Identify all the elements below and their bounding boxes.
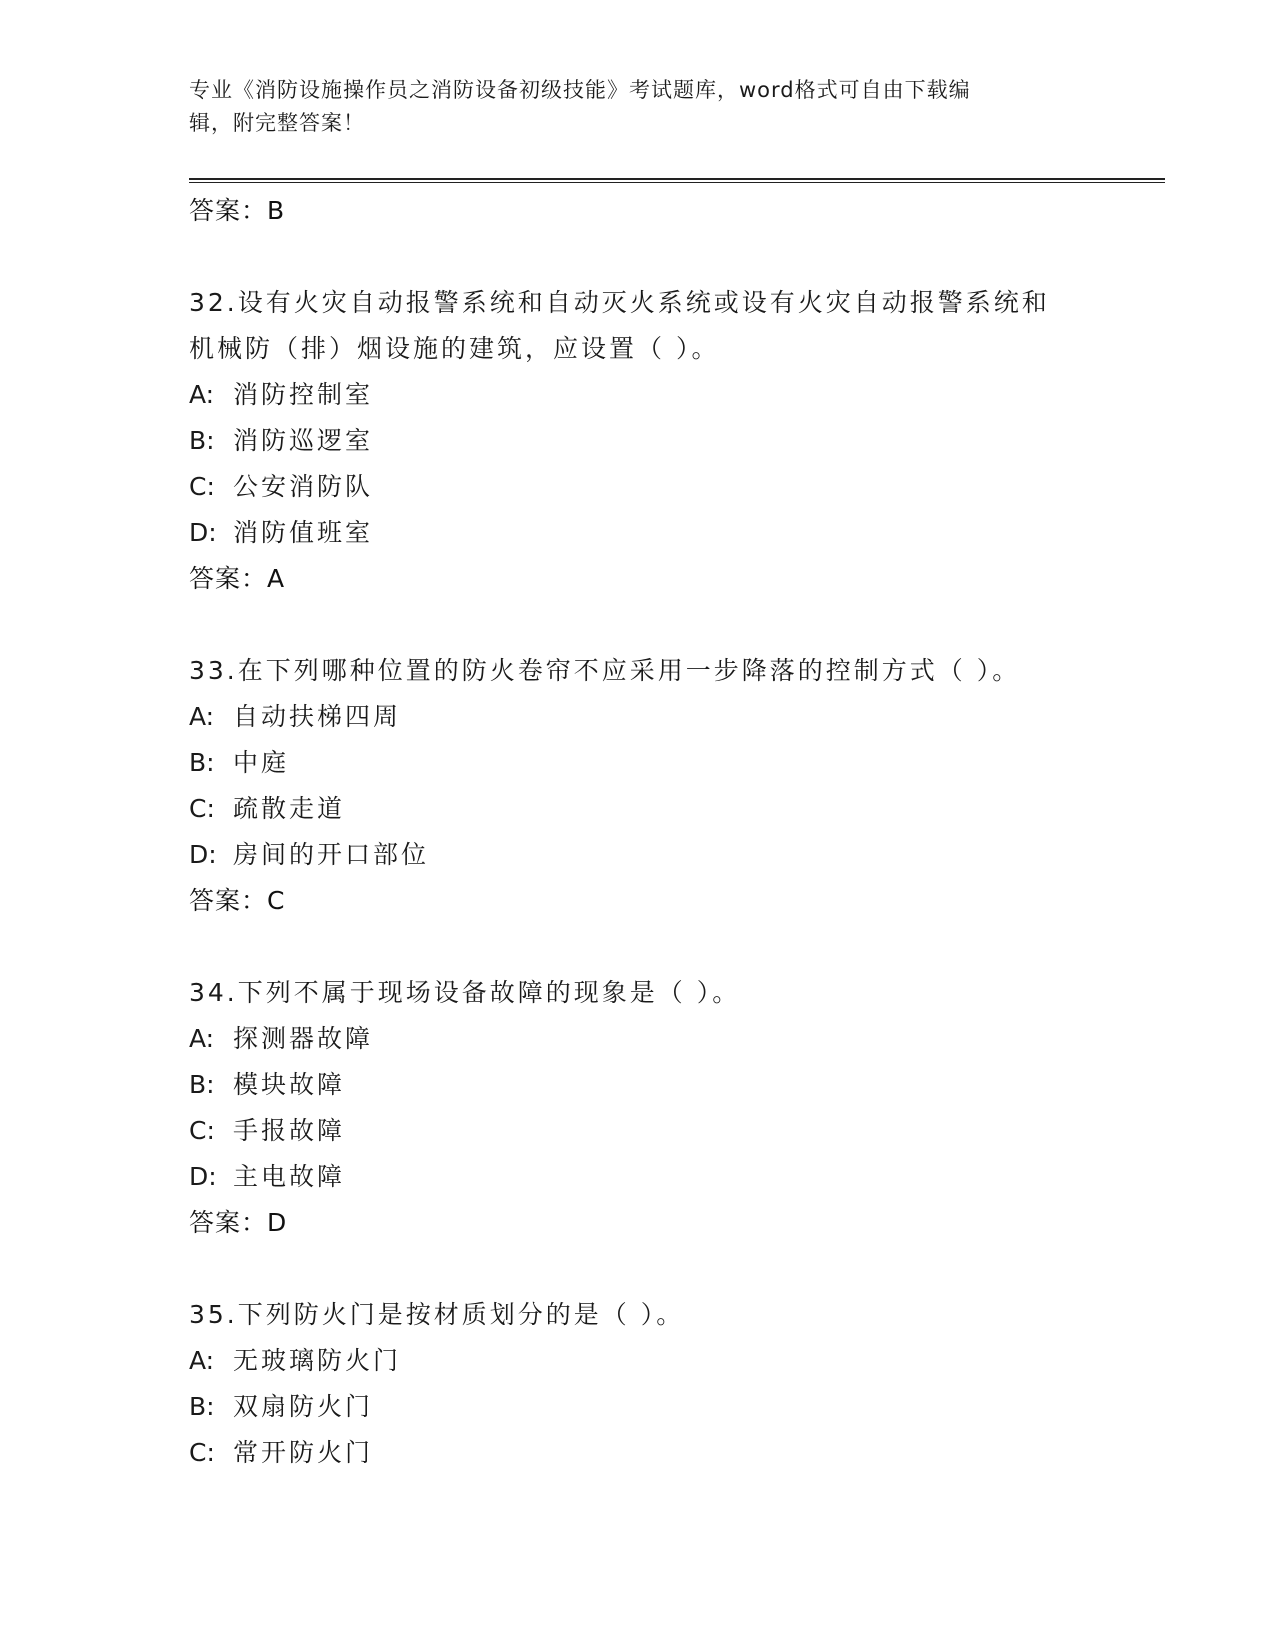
question-33 [189,648,1089,924]
option-letter: A: [189,380,215,409]
header-line-1: 专业《消防设施操作员之消防设备初级技能》考试题库，word格式可自由下载编 [189,78,971,102]
option-text: 自动扶梯四周 [233,702,402,731]
option-letter: B: [189,426,215,455]
option-a [189,372,1089,418]
question-stem-line: 35.下列防火门是按材质划分的是（ ）。 [189,1300,685,1329]
option-text: 消防巡逻室 [233,426,374,455]
option-d [189,510,1089,556]
option-letter: D: [189,1162,217,1191]
option-a [189,694,1089,740]
option-b [189,740,1089,786]
question-list [189,188,1089,1476]
option-c [189,464,1089,510]
option-text: 房间的开口部位 [233,840,430,869]
option-letter: B: [189,1070,215,1099]
option-letter: C: [189,794,215,823]
question-34 [189,970,1089,1246]
question-stem-line: 32.设有火灾自动报警系统和自动灭火系统或设有火灾自动报警系统和 [189,288,1050,317]
option-letter: C: [189,472,215,501]
option-d [189,832,1089,878]
option-letter: A: [189,1024,215,1053]
option-letter: D: [189,518,217,547]
option-letter: A: [189,702,215,731]
question-stem-line: 33.在下列哪种位置的防火卷帘不应采用一步降落的控制方式（ ）。 [189,656,1021,685]
option-letter: C: [189,1438,215,1467]
document-header [189,74,1089,140]
option-letter: D: [189,840,217,869]
question-stem-line: 34.下列不属于现场设备故障的现象是（ ）。 [189,978,741,1007]
option-text: 消防控制室 [233,380,374,409]
option-letter: C: [189,1116,215,1145]
option-c [189,1430,1089,1476]
option-text: 探测器故障 [233,1024,374,1053]
option-text: 双扇防火门 [233,1392,374,1421]
option-text: 手报故障 [233,1116,346,1145]
option-c [189,1108,1089,1154]
header-line-2: 辑，附完整答案！ [189,111,365,135]
header-divider [189,178,1165,183]
option-letter: B: [189,1392,215,1421]
question-35 [189,1292,1089,1476]
option-a [189,1338,1089,1384]
question-answer: 答案：A [189,564,286,593]
option-letter: B: [189,748,215,777]
option-text: 公安消防队 [233,472,374,501]
option-text: 中庭 [233,748,290,777]
option-text: 疏散走道 [233,794,346,823]
question-answer: 答案：D [189,1208,288,1237]
option-b [189,1062,1089,1108]
option-d [189,1154,1089,1200]
question-answer: 答案：C [189,886,286,915]
option-b [189,1384,1089,1430]
question-stem-line: 机械防（排）烟设施的建筑，应设置（ ）。 [189,334,720,363]
previous-answer: 答案：B [189,196,286,225]
option-text: 消防值班室 [233,518,374,547]
option-text: 模块故障 [233,1070,346,1099]
option-a [189,1016,1089,1062]
option-text: 常开防火门 [233,1438,374,1467]
option-b [189,418,1089,464]
option-letter: A: [189,1346,215,1375]
option-text: 主电故障 [233,1162,346,1191]
option-text: 无玻璃防火门 [233,1346,402,1375]
option-c [189,786,1089,832]
question-32 [189,280,1089,602]
